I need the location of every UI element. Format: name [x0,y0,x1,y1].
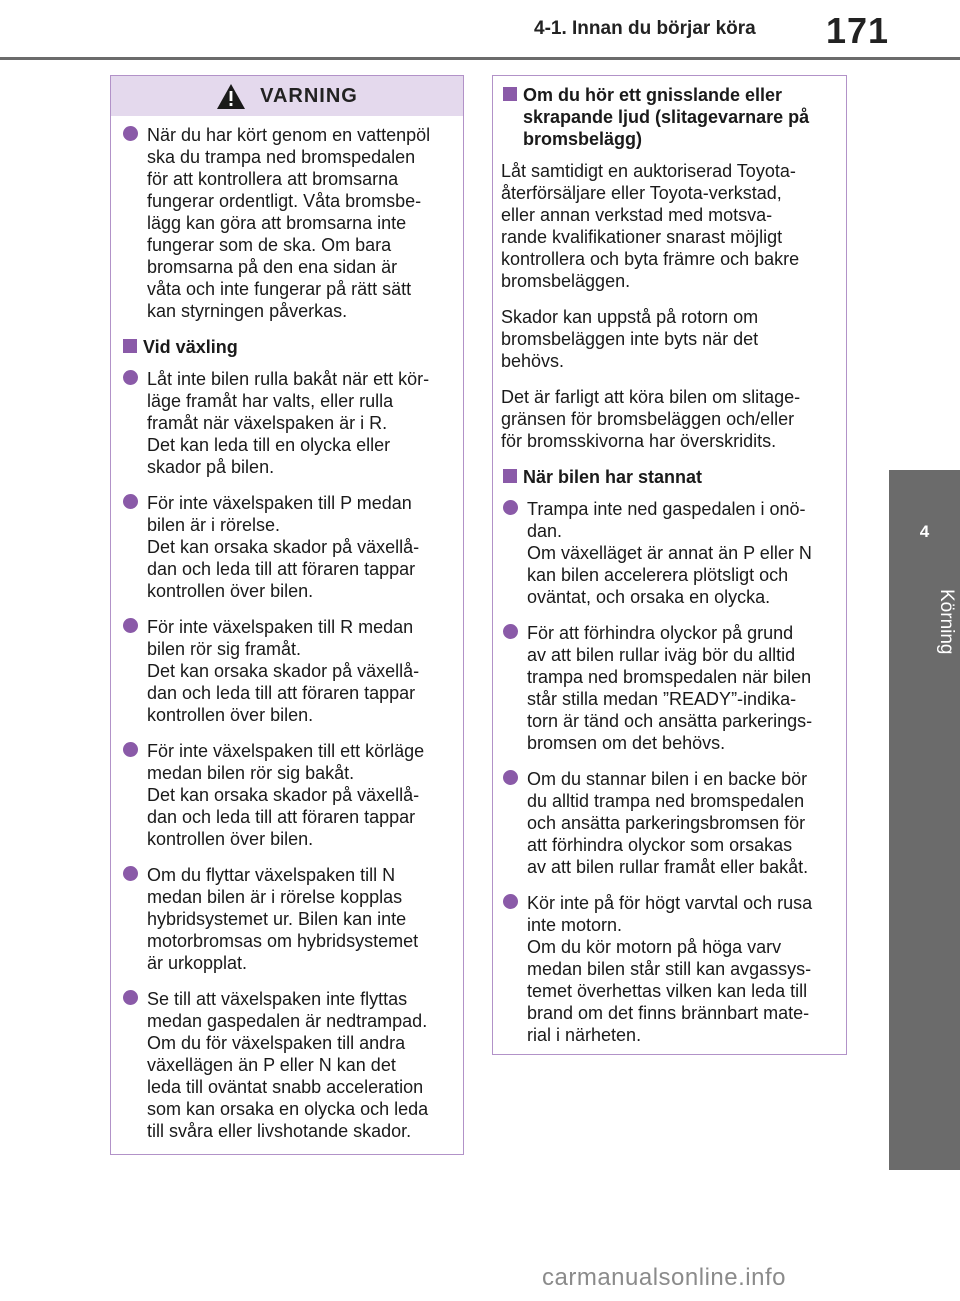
bullet-icon [123,126,138,141]
section-heading-text: När bilen har stannat [523,467,703,487]
paragraph: Det är farligt att köra bilen om slitage- gränsen för bromsbeläggen och/eller för bromsskivorna har överskridits. [501,387,801,451]
list-item [501,768,834,878]
bullet-text: Låt inte bilen rulla bakåt när ett kör- läge framåt har valts, eller rulla framåt när växelspaken är i R. Det kan leda till en olycka eller skador på bilen. [147,369,430,477]
list-item [501,892,834,1046]
bullet-text: Se till att växelspaken inte flyttas medan gaspedalen är nedtrampad. Om du för växelspaken till andra växellägen än P eller N kan det leda till oväntat snabb acceleration som kan orsaka en olycka och leda till svåra eller livshotande skador. [147,989,429,1141]
section-heading [121,336,449,358]
warning-title: VARNING [260,84,358,107]
section-heading [501,84,834,150]
bullet-text: Om du stannar bilen i en backe bör du alltid trampa ned bromspedalen och ansätta parkeringsbromsen för att förhindra olyckor som orsakas av att bilen rullar framåt eller bakåt. [527,769,809,877]
bullet-icon [503,770,518,785]
bullet-icon [123,866,138,881]
bullet-text: När du har kört genom en vattenpöl ska du trampa ned bromspedalen för att kontrollera att bromsarna fungerar ordentligt. Våta bromsbe- lägg kan göra att bromsarna inte fungerar som de ska. Om bara bromsarna på den ena sidan är våta och inte fungerar på rätt sätt kan styrningen påverkas. [147,125,431,321]
paragraph: Skador kan uppstå på rotorn om bromsbeläggen inte byts när det behövs. [501,307,759,371]
bullet-text: För inte växelspaken till P medan bilen är i rörelse. Det kan orsaka skador på växellå- dan och leda till att föraren tappar kontrollen över bilen. [147,493,420,601]
warning-triangle-icon [216,83,246,110]
page-number: 171 [826,10,890,51]
warning-content [111,116,463,1142]
bullet-text: För inte växelspaken till ett körläge medan bilen rör sig bakåt. Det kan orsaka skador på växellå- dan och leda till att föraren tappar kontrollen över bilen. [147,741,425,849]
square-bullet-icon [123,339,137,353]
bullet-text: Kör inte på för högt varvtal och rusa inte motorn. Om du kör motorn på höga varv medan bilen står still kan avgassys- temet överhettas vilken kan leda till brand om det finns brännbart mate- rial i närheten. [527,893,813,1045]
section-heading-text: Vid växling [143,337,238,357]
info-content [493,76,846,1046]
bullet-icon [123,494,138,509]
bullet-text: Trampa inte ned gaspedalen i onö- dan. Om växelläget är annat än P eller N kan bilen accelerera plötsligt och oväntat, och orsaka en olycka. [527,499,812,607]
list-item [121,124,449,322]
warning-header [111,76,463,116]
bullet-text: För inte växelspaken till R medan bilen rör sig framåt. Det kan orsaka skador på växellå- dan och leda till att föraren tappar kontrollen över bilen. [147,617,420,725]
square-bullet-icon [503,87,517,101]
section-title: 4-1. Innan du börjar köra [534,18,756,39]
bullet-icon [503,500,518,515]
bullet-text: För att förhindra olyckor på grund av att bilen rullar iväg bör du alltid trampa ned bromspedalen när bilen står stilla medan ”READY”-indika- torn är tänd och ansätta parkerings- bromsen om det behövs. [527,623,813,753]
list-item [121,492,449,602]
list-item [121,988,449,1142]
square-bullet-icon [503,469,517,483]
section-heading [501,466,834,488]
list-item [501,622,834,754]
chapter-label: Körning [936,589,957,655]
warning-box [110,75,464,1155]
bullet-icon [123,742,138,757]
bullet-icon [503,624,518,639]
paragraph: Låt samtidigt en auktoriserad Toyota- återförsäljare eller Toyota-verkstad, eller annan verkstad med motsva- rande kvalifikationer snarast möjligt kontrollera och byta främre och bakre bromsbeläggen. [501,161,800,291]
section-heading-text: Om du hör ett gnisslande eller skrapande ljud (slitagevarnare på bromsbelägg) [523,85,810,149]
list-item [121,864,449,974]
list-item [121,368,449,478]
bullet-icon [123,370,138,385]
header-divider [0,57,960,60]
list-item [121,740,449,850]
bullet-icon [123,990,138,1005]
info-box [492,75,847,1055]
bullet-text: Om du flyttar växelspaken till N medan bilen är i rörelse kopplas hybridsystemet ur. Bilen kan inte motorbromsas om hybridsystemet är urkopplat. [147,865,419,973]
watermark-link[interactable]: carmanualsonline.info [542,1264,786,1291]
list-item [121,616,449,726]
chapter-tab[interactable] [889,470,960,1170]
chapter-number: 4 [919,522,930,541]
bullet-icon [503,894,518,909]
bullet-icon [123,618,138,633]
list-item [501,498,834,608]
